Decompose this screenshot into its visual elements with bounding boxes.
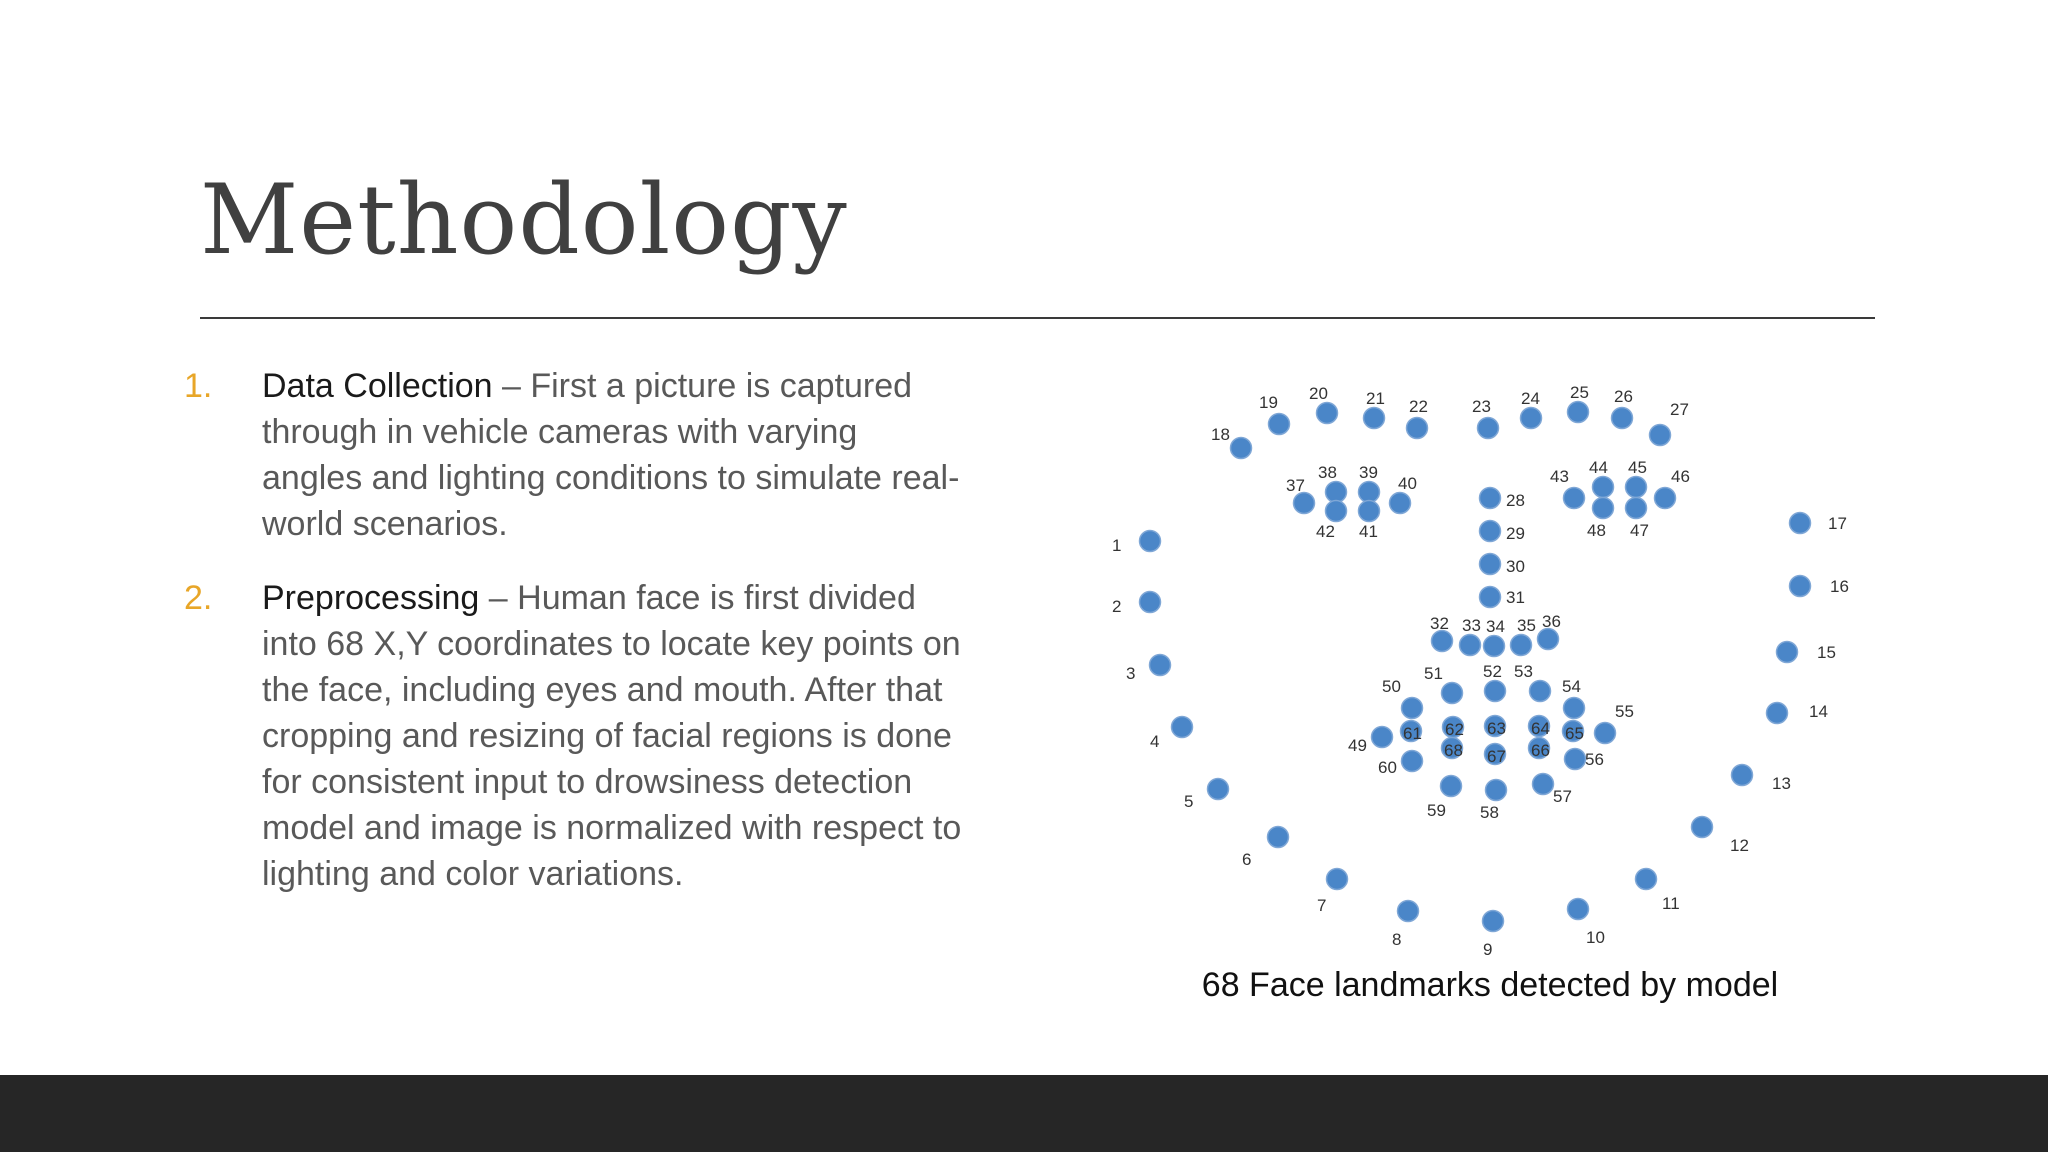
landmark-label-44: 44 [1589, 458, 1608, 477]
landmark-point-29 [1480, 521, 1501, 542]
landmark-label-26: 26 [1614, 387, 1633, 406]
landmark-point-26 [1612, 408, 1633, 429]
landmark-label-25: 25 [1570, 383, 1589, 402]
landmark-point-24 [1521, 408, 1542, 429]
landmark-point-17 [1790, 513, 1811, 534]
landmark-label-61: 61 [1403, 724, 1422, 743]
landmark-point-22 [1407, 418, 1428, 439]
landmark-point-6 [1268, 827, 1289, 848]
landmark-label-6: 6 [1242, 850, 1252, 869]
landmark-point-9 [1483, 911, 1504, 932]
landmark-point-35 [1511, 635, 1532, 656]
landmark-label-42: 42 [1316, 522, 1335, 541]
landmark-label-43: 43 [1550, 467, 1569, 486]
face-landmarks-figure [1090, 368, 1890, 968]
landmark-point-54 [1564, 698, 1585, 719]
landmark-label-18: 18 [1211, 425, 1230, 444]
landmark-point-43 [1564, 488, 1585, 509]
landmark-label-33: 33 [1462, 616, 1481, 635]
bullet-item-preprocessing [184, 575, 964, 897]
landmark-point-41 [1359, 501, 1380, 522]
landmark-label-58: 58 [1480, 803, 1499, 822]
landmark-point-30 [1480, 554, 1501, 575]
landmark-point-28 [1480, 488, 1501, 509]
bullet-list [184, 363, 964, 925]
landmark-label-19: 19 [1259, 393, 1278, 412]
landmark-point-53 [1530, 681, 1551, 702]
landmark-label-63: 63 [1487, 719, 1506, 738]
landmark-label-29: 29 [1506, 524, 1525, 543]
landmark-label-3: 3 [1126, 664, 1136, 683]
landmark-label-54: 54 [1562, 677, 1581, 696]
landmark-label-65: 65 [1565, 724, 1584, 743]
landmark-label-28: 28 [1506, 491, 1525, 510]
landmark-label-66: 66 [1531, 741, 1550, 760]
landmark-label-23: 23 [1472, 397, 1491, 416]
landmark-label-30: 30 [1506, 557, 1525, 576]
landmark-point-51 [1442, 683, 1463, 704]
bullet-item-data-collection [184, 363, 964, 547]
landmark-label-59: 59 [1427, 801, 1446, 820]
landmark-label-7: 7 [1317, 896, 1327, 915]
landmark-point-39 [1359, 482, 1380, 503]
landmark-label-10: 10 [1586, 928, 1605, 947]
landmark-label-1: 1 [1112, 536, 1122, 555]
landmark-point-14 [1767, 703, 1788, 724]
landmark-label-27: 27 [1670, 400, 1689, 419]
landmark-point-36 [1538, 629, 1559, 650]
bullet-term: Data Collection [262, 367, 493, 405]
landmark-label-68: 68 [1444, 741, 1463, 760]
landmark-point-32 [1432, 631, 1453, 652]
landmark-point-55 [1595, 723, 1616, 744]
landmark-point-49 [1372, 727, 1393, 748]
landmark-label-53: 53 [1514, 662, 1533, 681]
landmark-point-5 [1208, 779, 1229, 800]
landmark-point-44 [1593, 477, 1614, 498]
landmark-label-5: 5 [1184, 792, 1194, 811]
landmark-point-60 [1402, 751, 1423, 772]
landmark-label-21: 21 [1366, 389, 1385, 408]
landmark-point-50 [1402, 698, 1423, 719]
landmark-point-38 [1326, 482, 1347, 503]
landmark-point-46 [1655, 488, 1676, 509]
bullet-text: – First a picture is captured through in vehicle cameras with varying angles and lighting conditions to simulate real-world scenarios. [262, 367, 960, 543]
landmark-label-2: 2 [1112, 597, 1122, 616]
landmark-point-52 [1485, 681, 1506, 702]
landmark-label-11: 11 [1662, 894, 1680, 913]
landmark-label-41: 41 [1359, 522, 1378, 541]
landmark-point-1 [1140, 531, 1161, 552]
landmark-point-59 [1441, 776, 1462, 797]
landmark-point-47 [1626, 498, 1647, 519]
bullet-term: Preprocessing [262, 579, 480, 617]
landmark-point-45 [1626, 477, 1647, 498]
figure-caption: 68 Face landmarks detected by model [1201, 966, 1779, 1004]
landmark-label-13: 13 [1772, 774, 1791, 793]
landmark-point-7 [1327, 869, 1348, 890]
landmark-point-2 [1140, 592, 1161, 613]
landmark-point-56 [1565, 749, 1586, 770]
face-landmarks-diagram [1090, 368, 1890, 968]
landmark-label-38: 38 [1318, 463, 1337, 482]
landmark-point-27 [1650, 425, 1671, 446]
landmark-point-37 [1294, 493, 1315, 514]
landmark-label-14: 14 [1809, 702, 1828, 721]
landmark-label-51: 51 [1424, 664, 1443, 683]
landmark-point-48 [1593, 498, 1614, 519]
landmark-point-19 [1269, 414, 1290, 435]
landmark-label-40: 40 [1398, 474, 1417, 493]
landmark-label-24: 24 [1521, 389, 1540, 408]
landmark-label-62: 62 [1445, 720, 1464, 739]
landmark-point-3 [1150, 655, 1171, 676]
landmark-label-64: 64 [1531, 719, 1550, 738]
landmark-label-9: 9 [1483, 940, 1493, 959]
landmark-point-16 [1790, 576, 1811, 597]
landmark-label-52: 52 [1483, 662, 1502, 681]
landmark-point-31 [1480, 587, 1501, 608]
landmark-point-33 [1460, 635, 1481, 656]
landmark-label-48: 48 [1587, 521, 1606, 540]
slide-title: Methodology [200, 164, 848, 276]
footer-bar [0, 1075, 2048, 1152]
bullet-text: – Human face is first divided into 68 X,Y coordinates to locate key points on the face, including eyes and mouth. After that cropping and resizing of facial regions is done for consistent input to drowsiness detection model and image is normalized with respect to lighting and color variations. [262, 579, 962, 893]
landmark-label-36: 36 [1542, 612, 1561, 631]
landmark-label-22: 22 [1409, 397, 1428, 416]
landmark-label-55: 55 [1615, 702, 1634, 721]
landmark-label-31: 31 [1506, 588, 1525, 607]
landmark-label-32: 32 [1430, 614, 1449, 633]
landmark-label-12: 12 [1730, 836, 1749, 855]
landmark-label-20: 20 [1309, 384, 1328, 403]
landmark-label-45: 45 [1628, 458, 1647, 477]
landmark-point-18 [1231, 438, 1252, 459]
landmark-label-47: 47 [1630, 521, 1649, 540]
bullet-number: 2. [184, 579, 213, 617]
landmark-label-35: 35 [1517, 616, 1536, 635]
landmark-point-21 [1364, 408, 1385, 429]
landmark-label-16: 16 [1830, 577, 1849, 596]
landmark-point-23 [1478, 418, 1499, 439]
landmark-label-37: 37 [1286, 476, 1305, 495]
landmark-point-4 [1172, 717, 1193, 738]
landmark-point-25 [1568, 402, 1589, 423]
landmark-point-13 [1732, 765, 1753, 786]
landmark-point-20 [1317, 403, 1338, 424]
landmark-label-46: 46 [1671, 467, 1690, 486]
landmark-point-57 [1533, 774, 1554, 795]
landmark-label-67: 67 [1487, 747, 1506, 766]
landmark-point-58 [1486, 780, 1507, 801]
landmark-point-8 [1398, 901, 1419, 922]
landmark-label-8: 8 [1392, 930, 1402, 949]
landmark-label-50: 50 [1382, 677, 1401, 696]
landmark-label-56: 56 [1585, 750, 1604, 769]
landmark-label-60: 60 [1378, 758, 1397, 777]
landmark-point-42 [1326, 501, 1347, 522]
bullet-number: 1. [184, 367, 213, 405]
landmark-point-12 [1692, 817, 1713, 838]
landmark-label-49: 49 [1348, 736, 1367, 755]
landmark-label-4: 4 [1150, 732, 1160, 751]
landmark-label-57: 57 [1553, 787, 1572, 806]
landmark-point-34 [1484, 636, 1505, 657]
landmark-point-10 [1568, 899, 1589, 920]
landmark-label-15: 15 [1817, 643, 1836, 662]
landmark-label-39: 39 [1359, 463, 1378, 482]
landmark-point-15 [1777, 642, 1798, 663]
landmark-point-40 [1390, 493, 1411, 514]
landmark-point-11 [1636, 869, 1657, 890]
landmark-label-34: 34 [1486, 617, 1505, 636]
landmark-label-17: 17 [1828, 514, 1847, 533]
title-divider [200, 317, 1875, 319]
